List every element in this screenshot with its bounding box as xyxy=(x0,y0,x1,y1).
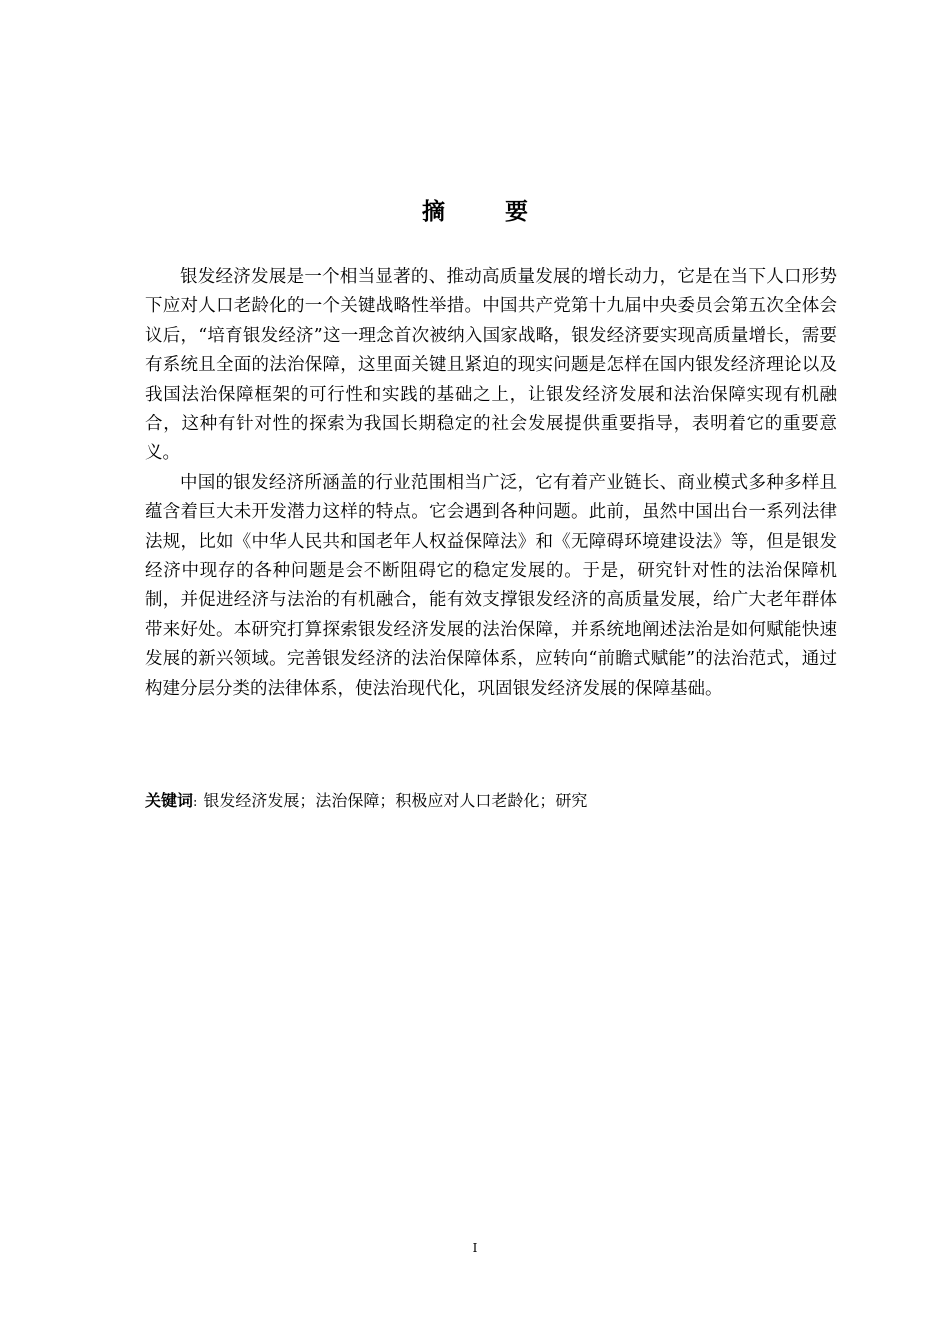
abstract-paragraph-1: 银发经济发展是一个相当显著的、推动高质量发展的增长动力，它是在当下人口形势下应对人口老龄化的一个关键战略性举措。中国共产党第十九届中央委员会第五次全体会议后，“培育银发经济”这一理念首次被纳入国家战略，银发经济要实现高质量增长，需要有系统且全面的法治保障，这里面关键且紧迫的现实问题是怎样在国内银发经济理论以及我国法治保障框架的可行性和实践的基础之上，让银发经济发展和法治保障实现有机融合，这种有针对性的探索为我国长期稳定的社会发展提供重要指导，表明着它的重要意义。 xyxy=(145,267,837,464)
keywords-text: 银发经济发展；法治保障；积极应对人口老龄化；研究 xyxy=(203,791,588,810)
abstract-body xyxy=(145,263,837,704)
abstract-paragraph-2: 中国的银发经济所涵盖的行业范围相当广泛，它有着产业链长、商业模式多种多样且蕴含着巨大未开发潜力这样的特点。它会遇到各种问题。此前，虽然中国出台一系列法律法规，比如《中华人民共和国老年人权益保障法》和《无障碍环境建设法》等，但是银发经济中现存的各种问题是会不断阻碍它的稳定发展的。于是，研究针对性的法治保障机制，并促进经济与法治的有机融合，能有效支撑银发经济的高质量发展，给广大老年群体带来好处。本研究打算探索银发经济发展的法治保障，并系统地阐述法治是如何赋能快速发展的新兴领域。完善银发经济的法治保障体系，应转向“前瞻式赋能”的法治范式，通过构建分层分类的法律体系，使法治现代化，巩固银发经济发展的保障基础。 xyxy=(145,472,837,699)
page-number: I xyxy=(472,1241,478,1255)
keywords-label: 关键词 xyxy=(145,791,194,810)
keywords-separator: : xyxy=(193,795,198,810)
abstract-title: 摘 要 xyxy=(421,199,554,225)
keywords-line xyxy=(145,788,837,816)
